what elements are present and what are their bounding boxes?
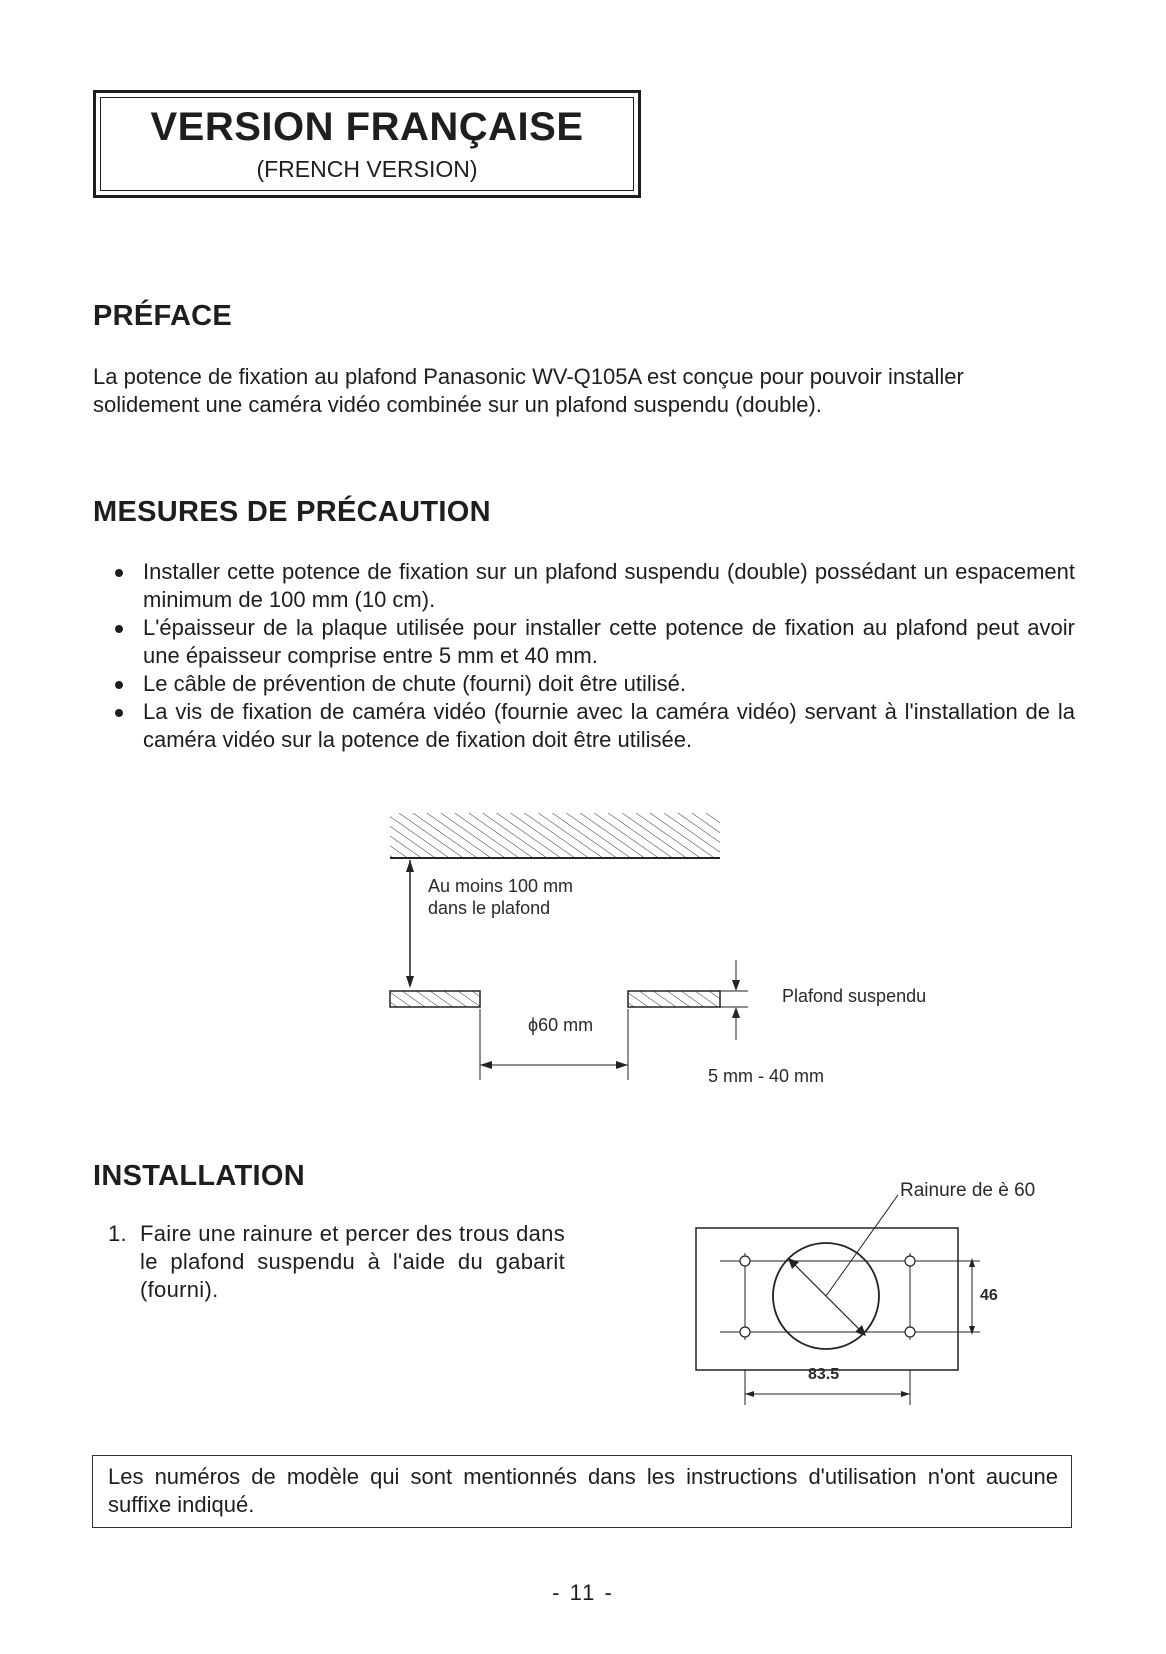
width-dimension-label: 83.5	[808, 1366, 840, 1383]
groove-diameter-line	[790, 1260, 864, 1334]
hole-dim-arrow-left	[480, 1061, 492, 1069]
suspended-ceiling-label: Plafond suspendu	[782, 986, 927, 1006]
screw-hole-top-right	[905, 1256, 915, 1266]
page-title: VERSION FRANÇAISE	[150, 105, 584, 149]
thickness-arrow-top-head	[732, 980, 740, 991]
precaution-item: La vis de fixation de caméra vidéo (fournie avec la caméra vidéo) servant à l'installation de la caméra vidéo sur la potence de fixation doit être utilisée.	[110, 698, 1075, 754]
preface-line-2: solidement une caméra vidéo combinée sur un plafond suspendu (double).	[93, 392, 822, 417]
depth-label-line-2: dans le plafond	[428, 898, 551, 918]
precaution-item: Le câble de prévention de chute (fourni) doit être utilisé.	[110, 670, 1075, 698]
thickness-arrow-bottom-head	[732, 1007, 740, 1018]
precautions-heading: MESURES DE PRÉCAUTION	[93, 496, 491, 528]
step-number: 1.	[108, 1221, 127, 1246]
height-dim-arrow-top	[969, 1258, 975, 1267]
preface-line-1: La potence de fixation au plafond Panasonic WV-Q105A est conçue pour pouvoir installer	[93, 364, 964, 389]
depth-arrow-head-top	[406, 860, 414, 872]
step-text: Faire une rainure et percer des trous dans le plafond suspendu à l'aide du gabarit (fourni).	[140, 1221, 565, 1302]
height-dimension-label: 46	[980, 1287, 998, 1304]
width-dim-arrow-right	[901, 1391, 910, 1397]
screw-hole-bottom-left	[740, 1327, 750, 1337]
height-dim-arrow-bottom	[969, 1326, 975, 1335]
template-diagram	[680, 1195, 1100, 1415]
groove-label: Rainure de è 60	[900, 1180, 1036, 1201]
screw-hole-top-left	[740, 1256, 750, 1266]
hole-dim-arrow-right	[616, 1061, 628, 1069]
precaution-item: Installer cette potence de fixation sur un plafond suspendu (double) possédant un espacement minimum de 100 mm (10 cm).	[110, 558, 1075, 614]
suspended-ceiling-right	[628, 991, 720, 1007]
depth-label-line-1: Au moins 100 mm	[428, 876, 574, 896]
depth-arrow-head-bottom	[406, 976, 414, 988]
note-text: Les numéros de modèle qui sont mentionnés dans les instructions d'utilisation n'ont aucune suffixe indiqué.	[108, 1464, 1058, 1517]
groove-leader-line	[826, 1195, 898, 1296]
width-dim-arrow-left	[745, 1391, 754, 1397]
hole-diameter-label: ϕ60 mm	[528, 1015, 594, 1035]
screw-hole-bottom-right	[905, 1327, 915, 1337]
upper-ceiling-hatch	[390, 813, 720, 857]
ceiling-diagram	[380, 800, 980, 1100]
suspended-ceiling-left	[390, 991, 480, 1007]
title-box	[93, 90, 641, 198]
page-number: - 11 -	[552, 1580, 614, 1605]
precaution-item: L'épaisseur de la plaque utilisée pour installer cette potence de fixation au plafond peut avoir une épaisseur comprise entre 5 mm et 40 mm.	[110, 614, 1075, 670]
thickness-label: 5 mm - 40 mm	[708, 1066, 825, 1086]
note-box	[92, 1455, 1072, 1528]
installation-heading: INSTALLATION	[93, 1160, 305, 1192]
page-subtitle: (FRENCH VERSION)	[256, 156, 478, 182]
precautions-list	[110, 558, 1075, 754]
preface-heading: PRÉFACE	[93, 300, 233, 332]
